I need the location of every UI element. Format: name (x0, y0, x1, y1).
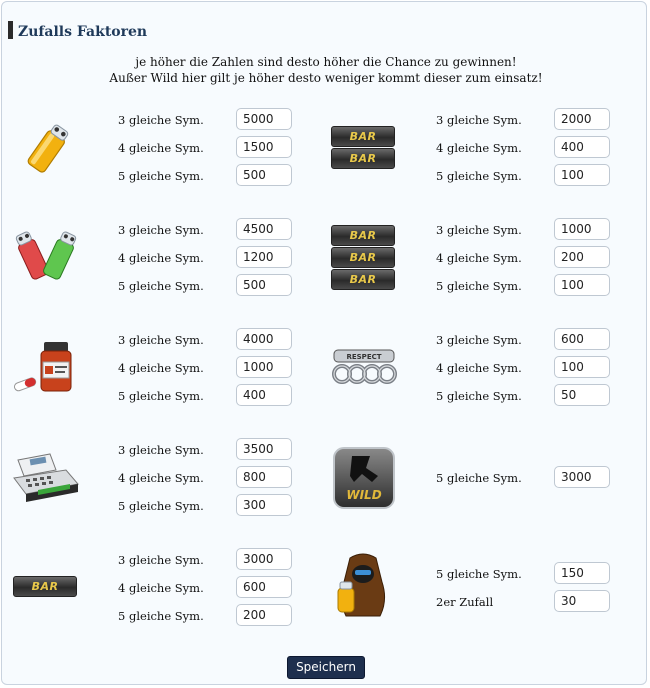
input-red-green-cans-3[interactable]: 4500 (236, 218, 292, 240)
label-5-sym: 5 gleiche Sym. (118, 389, 204, 403)
input-brass-knuckles-4[interactable]: 100 (554, 356, 610, 378)
input-cash-register-4[interactable]: 800 (236, 466, 292, 488)
label-3-sym: 3 gleiche Sym. (118, 553, 204, 567)
spray-can-yellow-icon (20, 120, 76, 182)
label-4-sym: 4 gleiche Sym. (436, 141, 522, 155)
label-3-sym: 3 gleiche Sym. (118, 443, 204, 457)
input-cash-register-3[interactable]: 3500 (236, 438, 292, 460)
input-red-green-cans-5[interactable]: 500 (236, 274, 292, 296)
label-5-sym: 5 gleiche Sym. (436, 567, 522, 581)
save-button[interactable]: Speichern (287, 656, 365, 679)
input-yellow-can-5[interactable]: 500 (236, 164, 292, 186)
input-red-green-cans-4[interactable]: 1200 (236, 246, 292, 268)
page-title: Zufalls Faktoren (18, 24, 148, 40)
input-yellow-can-3[interactable]: 5000 (236, 108, 292, 130)
input-pill-bottle-3[interactable]: 4000 (236, 328, 292, 350)
input-hooded-2er-zufall[interactable]: 30 (554, 590, 610, 612)
input-triple-bar-3[interactable]: 1000 (554, 218, 610, 240)
label-5-sym: 5 gleiche Sym. (118, 499, 204, 513)
hooded-sprayer-icon (332, 552, 394, 624)
spray-cans-red-green-icon (12, 224, 82, 292)
input-brass-knuckles-3[interactable]: 600 (554, 328, 610, 350)
label-3-sym: 3 gleiche Sym. (118, 113, 204, 127)
single-bar-icon: BAR (13, 576, 77, 597)
label-3-sym: 3 gleiche Sym. (436, 223, 522, 237)
label-4-sym: 4 gleiche Sym. (436, 361, 522, 375)
input-single-bar-3[interactable]: 3000 (236, 548, 292, 570)
label-5-sym: 5 gleiche Sym. (436, 279, 522, 293)
label-4-sym: 4 gleiche Sym. (118, 471, 204, 485)
input-triple-bar-4[interactable]: 200 (554, 246, 610, 268)
label-3-sym: 3 gleiche Sym. (118, 333, 204, 347)
input-brass-knuckles-5[interactable]: 50 (554, 384, 610, 406)
bar-symbol: BAR (331, 247, 395, 268)
respect-text: RESPECT (346, 353, 382, 361)
bar-symbol: BAR (331, 148, 395, 169)
input-triple-bar-5[interactable]: 100 (554, 274, 610, 296)
input-pill-bottle-5[interactable]: 400 (236, 384, 292, 406)
label-4-sym: 4 gleiche Sym. (118, 141, 204, 155)
label-4-sym: 4 gleiche Sym. (118, 581, 204, 595)
input-single-bar-5[interactable]: 200 (236, 604, 292, 626)
input-pill-bottle-4[interactable]: 1000 (236, 356, 292, 378)
brass-knuckles-icon (328, 348, 400, 392)
label-5-sym: 5 gleiche Sym. (436, 471, 522, 485)
settings-panel (1, 1, 647, 685)
input-cash-register-5[interactable]: 300 (236, 494, 292, 516)
intro-line-1: je höher die Zahlen sind desto höher die Chance zu gewinnen! (135, 55, 517, 69)
input-single-bar-4[interactable]: 600 (236, 576, 292, 598)
label-3-sym: 3 gleiche Sym. (436, 333, 522, 347)
input-wild-5[interactable]: 3000 (554, 466, 610, 488)
input-double-bar-4[interactable]: 400 (554, 136, 610, 158)
input-double-bar-5[interactable]: 100 (554, 164, 610, 186)
title-bar (8, 21, 147, 39)
label-5-sym: 5 gleiche Sym. (436, 389, 522, 403)
label-2er-zufall: 2er Zufall (436, 595, 494, 609)
pill-bottle-icon (12, 340, 80, 400)
input-hooded-5[interactable]: 150 (554, 562, 610, 584)
label-5-sym: 5 gleiche Sym. (118, 609, 204, 623)
intro-text (2, 55, 650, 86)
label-4-sym: 4 gleiche Sym. (118, 361, 204, 375)
wild-text: WILD (346, 488, 382, 502)
bar-symbol: BAR (331, 269, 395, 290)
label-4-sym: 4 gleiche Sym. (436, 251, 522, 265)
label-3-sym: 3 gleiche Sym. (436, 113, 522, 127)
label-5-sym: 5 gleiche Sym. (118, 279, 204, 293)
wild-icon (332, 446, 396, 514)
cash-register-icon (10, 448, 82, 510)
label-5-sym: 5 gleiche Sym. (118, 169, 204, 183)
label-5-sym: 5 gleiche Sym. (436, 169, 522, 183)
label-3-sym: 3 gleiche Sym. (118, 223, 204, 237)
intro-line-2: Außer Wild hier gilt je höher desto weniger kommt dieser zum einsatz! (109, 70, 543, 85)
input-double-bar-3[interactable]: 2000 (554, 108, 610, 130)
bar-symbol: BAR (331, 126, 395, 147)
bar-symbol: BAR (331, 225, 395, 246)
label-4-sym: 4 gleiche Sym. (118, 251, 204, 265)
input-yellow-can-4[interactable]: 1500 (236, 136, 292, 158)
